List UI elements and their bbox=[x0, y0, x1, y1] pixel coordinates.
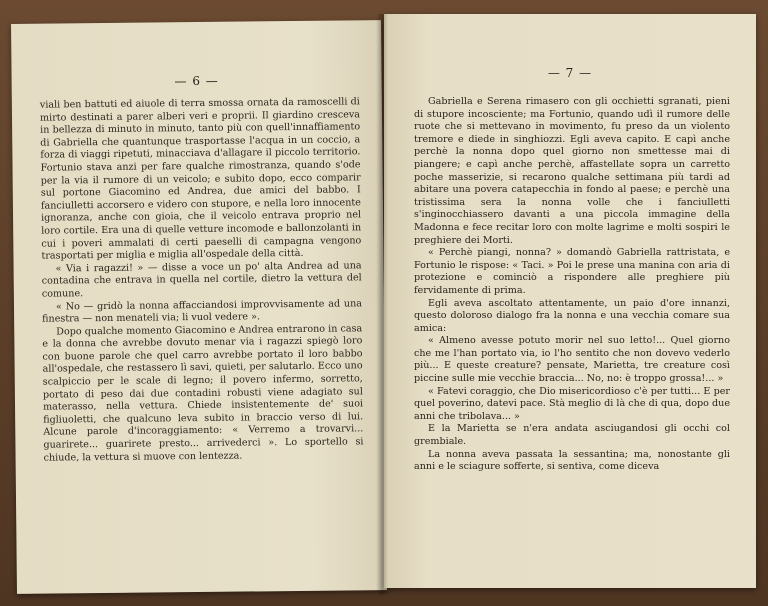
page-body bbox=[414, 96, 730, 474]
paragraph: viali ben battuti ed aiuole di terra smossa ornata da ramoscelli di mirto destinati a parer alberi veri e proprii. Il giardino cresceva in bellezza di minuto in minuto, tanto più con quell'innaffiamento di Gabriella che quantunque trasportasse l'acqua in un coccio, a forza di viaggi ripetuti, minacciava d'allagare il piccolo territorio. Fortunio stava anzi per fare qualche rimostranza, quando s'ode per la via il rumore di un veicolo; e subito dopo, ecco comparir sul portone Giacomino ed Andrea, due amici del babbo. I fanciulletti accorsero e videro con stupore, e nella loro innocente ignoranza, anche con gioia, che il veicolo entrava proprio nel loro cortile. Era una di quelle vetture incomode e ballonzolanti in cui i poveri ammalati di certi paeselli di campagna vengono trasportati per miglia e miglia all'ospedale della città. bbox=[39, 96, 362, 262]
page-body bbox=[40, 96, 364, 465]
paragraph: « No — gridò la nonna affacciandosi improvvisamente ad una finestra — non menateli via; li vuol vedere ». bbox=[42, 297, 363, 325]
page-number: — 7 — bbox=[547, 66, 593, 80]
right-page bbox=[384, 14, 756, 588]
paragraph: « Fatevi coraggio, che Dio misericordioso c'è per tutti... E per quel poverino, datevi pace. Stà meglio di là che di qua, dopo due anni che tribolava... » bbox=[414, 385, 730, 422]
page-number: — 6 — bbox=[174, 73, 219, 89]
paragraph: « Via i ragazzi! » — disse a voce un po' alta Andrea ad una contadina che entrava in quella nel cortile, dietro la vettura del comune. bbox=[41, 260, 362, 300]
left-page bbox=[11, 20, 387, 594]
paragraph: Gabriella e Serena rimasero con gli occhietti sgranati, pieni di stupore incosciente; ma Fortunio, quando udì il rumore delle ruote che si mettevano in movimento, fu preso da un violento tremore e diede in singhiozzi. Egli aveva capito. E capì anche perchè la nonna dopo quel giorno non smettesse mai di piangere; e capì anche perchè, affastellate sopra un carretto poche masserizie, si recarono qualche settimana più tardi ad abitare una povera catapecchia in fondo al paese; e perchè una tristissima sera la nonna volle che i fanciulletti s'inginocchiassero davanti a una piccola immagine della Madonna e fece recitar loro con molte lagrime e molti sospiri le preghiere dei Morti. bbox=[414, 96, 730, 246]
book-gutter bbox=[376, 14, 388, 594]
paragraph: E la Marietta se n'era andata asciugandosi gli occhi col grembiale. bbox=[414, 423, 730, 448]
paragraph: Egli aveva ascoltato attentamente, un paio d'ore innanzi, questo doloroso dialogo fra la nonna e una vecchia comare sua amica: bbox=[414, 297, 730, 334]
paragraph: « Almeno avesse potuto morir nel suo letto!... Quel giorno che me l'han portato via, io l'ho sentito che non dovevo vederlo più... E queste creature? pensate, Marietta, tre creature così piccine sulle mie vecchie braccia... No, no: è troppo grossa!... » bbox=[414, 335, 730, 385]
paragraph: « Perchè piangi, nonna? » domandò Gabriella rattristata, e Fortunio le rispose: « Taci. » Poi le prese una manina con aria di protezione e cominciò a rispondere alle preghiere più fervidamente di prima. bbox=[414, 247, 730, 296]
paragraph: La nonna aveva passata la sessantina; ma, nonostante gli anni e le sciagure sofferte, si sentiva, come diceva bbox=[414, 448, 730, 473]
paragraph: Dopo qualche momento Giacomino e Andrea entrarono in casa e la donna che avrebbe dovuto menar via i ragazzi spiegò loro con buone parole che quel carro avrebbe portato il loro babbo all'ospedale, che restassero lì savi, quieti, per salutarlo. Ecco uno scalpiccio per le scale di legno; il povero infermo, sorretto, portato di peso dai due contadini robusti viene adagiato sul materasso, nella vettura. Chiede insistentemente de' suoi figliuoletti, che qualcuno leva subito in braccio verso di lui. Alcune parole d'incoraggiamento: « Verremo a trovarvi... guarirete... guarirete presto... arrivederci ». Lo sportello si chiude, la vettura si muove con lentezza. bbox=[42, 322, 364, 464]
